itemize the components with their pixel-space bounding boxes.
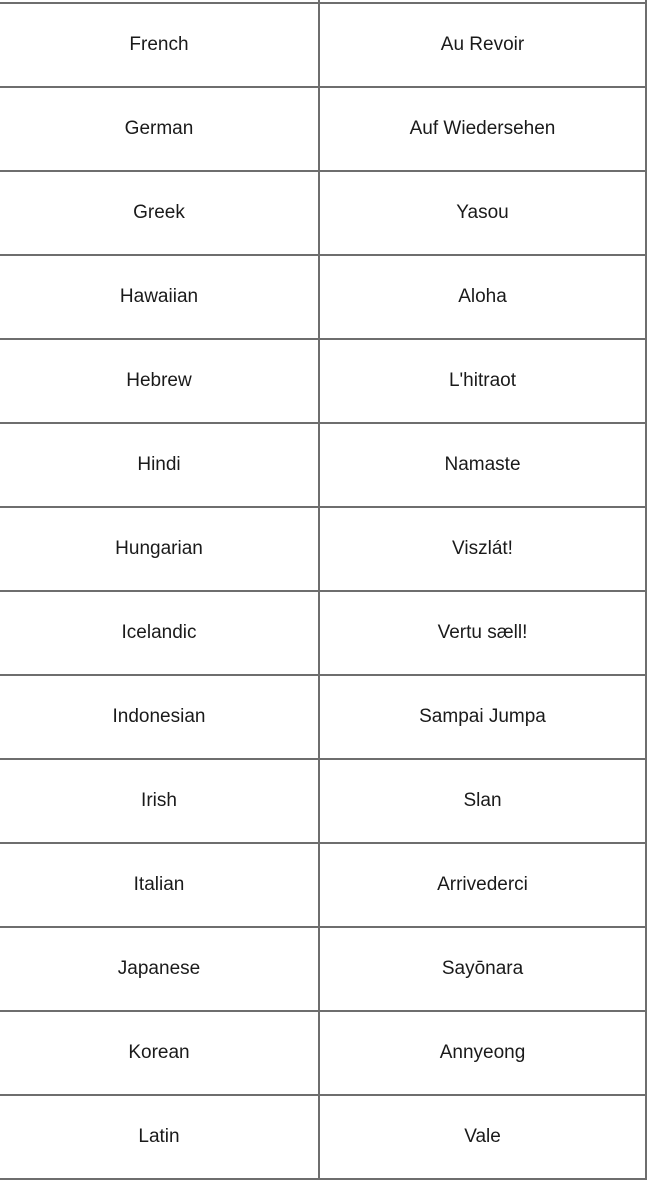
language-cell: Latin — [0, 1095, 319, 1179]
table-row — [0, 1011, 646, 1095]
goodbye-phrase-cell: Auf Wiedersehen — [319, 87, 646, 171]
language-cell: Italian — [0, 843, 319, 927]
language-cell: Indonesian — [0, 675, 319, 759]
language-cell: Korean — [0, 1011, 319, 1095]
language-cell: Japanese — [0, 927, 319, 1011]
language-cell: Icelandic — [0, 591, 319, 675]
language-cell: Irish — [0, 759, 319, 843]
table-row — [0, 87, 646, 171]
table-row — [0, 255, 646, 339]
goodbye-phrase-cell: Yasou — [319, 171, 646, 255]
table-row — [0, 1095, 646, 1179]
language-cell: Hindi — [0, 423, 319, 507]
table-row — [0, 843, 646, 927]
table-row — [0, 3, 646, 87]
goodbye-phrase-cell: Vertu sæll! — [319, 591, 646, 675]
table-row — [0, 507, 646, 591]
goodbye-phrase-cell: Aloha — [319, 255, 646, 339]
goodbye-phrase-cell: Arrivederci — [319, 843, 646, 927]
language-cell: German — [0, 87, 319, 171]
language-cell: French — [0, 3, 319, 87]
table-row — [0, 591, 646, 675]
language-cell: Greek — [0, 171, 319, 255]
language-cell: Hebrew — [0, 339, 319, 423]
table-row — [0, 759, 646, 843]
language-cell: Hungarian — [0, 507, 319, 591]
language-cell: Hawaiian — [0, 255, 319, 339]
table-row — [0, 423, 646, 507]
table-row — [0, 339, 646, 423]
goodbye-phrase-cell: Sampai Jumpa — [319, 675, 646, 759]
table-row — [0, 675, 646, 759]
table-row — [0, 171, 646, 255]
goodbye-phrase-cell: Au Revoir — [319, 3, 646, 87]
goodbye-phrase-cell: Slan — [319, 759, 646, 843]
goodbye-phrase-cell: Namaste — [319, 423, 646, 507]
goodbye-phrase-cell: Sayōnara — [319, 927, 646, 1011]
goodbye-phrase-cell: Viszlát! — [319, 507, 646, 591]
goodbye-phrase-cell: Vale — [319, 1095, 646, 1179]
goodbye-phrase-cell: L'hitraot — [319, 339, 646, 423]
goodbye-phrase-cell: Annyeong — [319, 1011, 646, 1095]
table-row — [0, 927, 646, 1011]
